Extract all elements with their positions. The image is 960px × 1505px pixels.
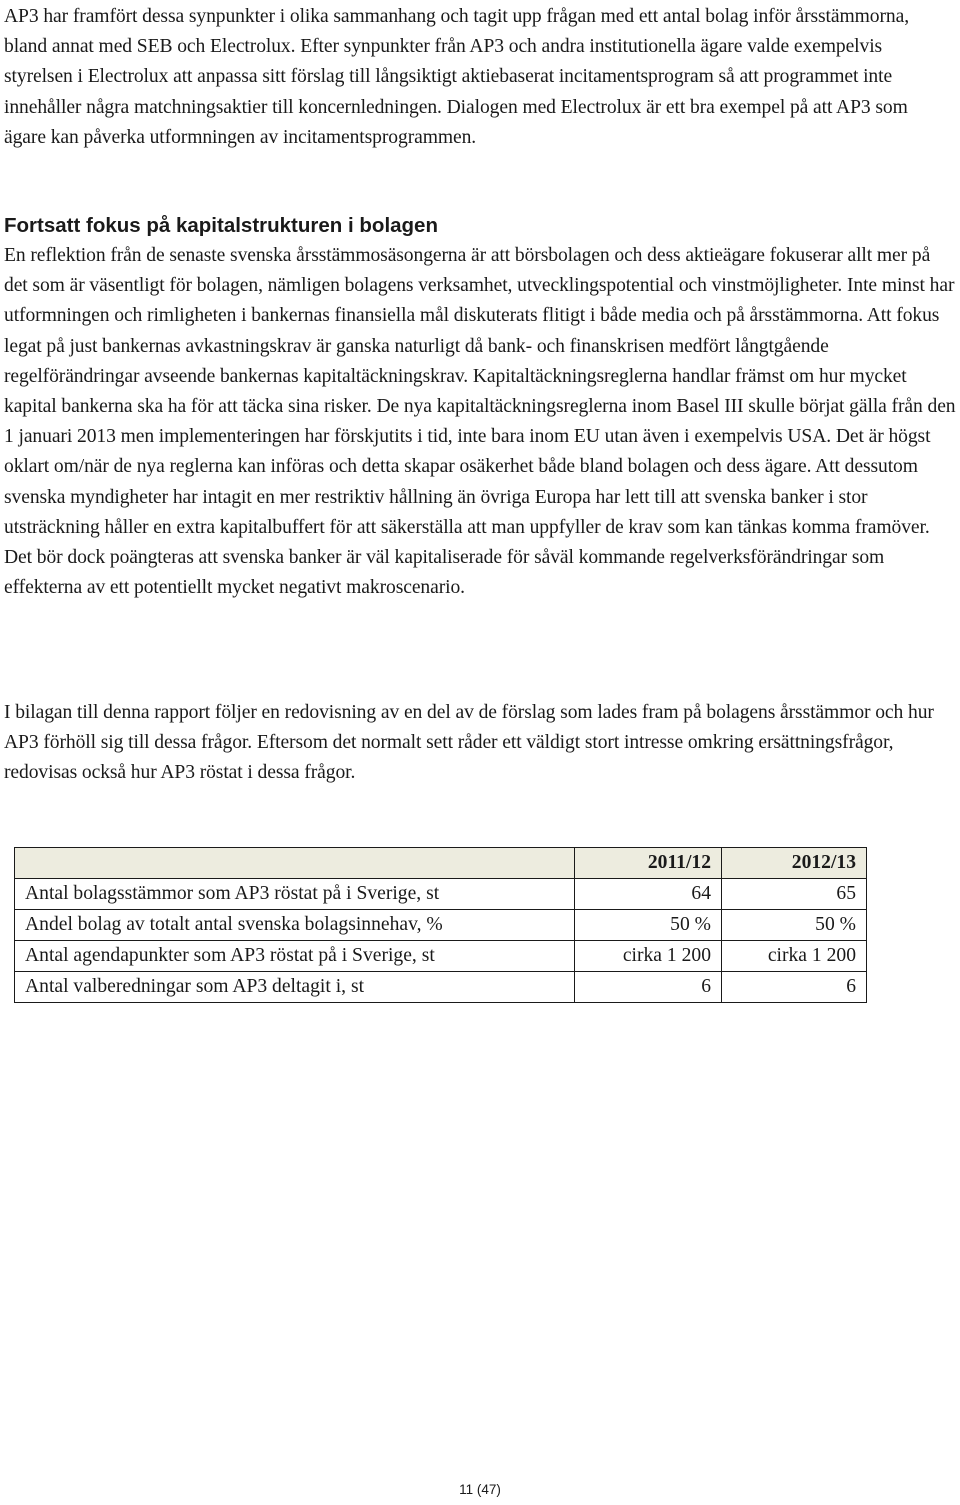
table-cell-label: Antal bolagsstämmor som AP3 röstat på i Sverige, st	[15, 879, 575, 910]
table-row	[15, 910, 867, 941]
intro-paragraph: AP3 har framfört dessa synpunkter i olika sammanhang och tagit upp frågan med ett antal bolag inför årsstämmorna, bland annat med SEB och Electrolux. Efter synpunkter från AP3 och andra institutionella ägare valde exempelvis styrelsen i Electrolux att anpassa sitt förslag till långsiktigt aktiebaserat incitamentsprogram så att programmet inte innehåller några matchningsaktier till koncernledningen. Dialogen med Electrolux är ett bra exempel på att AP3 som ägare kan påverka utformningen av incitamentsprogrammen.	[4, 6, 909, 148]
table-cell-value: 6	[722, 972, 867, 1003]
reflection-paragraph: En reflektion från de senaste svenska årsstämmosäsongerna är att börsbolagen och dess aktieägare fokuserar allt mer på det som är väsentligt för bolagen, nämligen bolagens verksamhet, utvecklingspotential och vinstmöjligheter. Inte minst har utformningen och rimligheten i bankernas finansiella mål diskuterats flitigt i både media och på årsstämmorna. Att fokus legat på just bankernas avkastningskrav är ganska naturligt då bank- och finanskrisen medfört långtgående regelförändringar avseende bankernas kapitaltäckningskrav. Kapitaltäckningsreglerna handlar främst om hur mycket kapital bankerna ska ha för att täcka sina risker. De nya kapitaltäckningsreglerna inom Basel III skulle börjat gälla från den 1 januari 2013 men implementeringen har förskjutits i tid, inte bara inom EU utan även i exempelvis USA. Det är högst oklart om/när de nya reglerna kan införas och detta skapar osäkerhet både bland bolagen och dess ägare. Att dessutom svenska myndigheter har intagit en mer restriktiv hållning än övriga Europa har lett till att svenska banker i stor utsträckning håller en extra kapitalbuffert för att säkerställa att man uppfyller de krav som kan tänkas komma framöver. Det bör dock poängteras att svenska banker är väl kapitaliserade för såväl kommande regelverksförändringar som effekterna av ett potentiellt mycket negativt makroscenario.	[4, 245, 956, 599]
appendix-paragraph: I bilagan till denna rapport följer en redovisning av en del av de förslag som lades fram på bolagens årsstämmor och hur AP3 förhöll sig till dessa frågor. Eftersom det normalt sett råder ett väldigt stort intresse omkring ersättningsfrågor, redovisas också hur AP3 röstat i dessa frågor.	[4, 702, 934, 784]
page-number: 11 (47)	[459, 1482, 501, 1497]
table-cell-value: 50 %	[722, 910, 867, 941]
table-header-cell: 2012/13	[722, 848, 867, 879]
table-row	[15, 879, 867, 910]
table-row	[15, 941, 867, 972]
table-cell-label: Andel bolag av totalt antal svenska bolagsinnehav, %	[15, 910, 575, 941]
table-header-row	[15, 848, 867, 879]
table-cell-value: 64	[575, 879, 722, 910]
table-cell-label: Antal agendapunkter som AP3 röstat på i Sverige, st	[15, 941, 575, 972]
table-cell-value: 65	[722, 879, 867, 910]
table-header-cell: 2011/12	[575, 848, 722, 879]
table-cell-value: cirka 1 200	[722, 941, 867, 972]
table-cell-value: cirka 1 200	[575, 941, 722, 972]
section-heading: Fortsatt fokus på kapitalstrukturen i bolagen	[4, 214, 438, 237]
table-cell-value: 50 %	[575, 910, 722, 941]
table-cell-value: 6	[575, 972, 722, 1003]
voting-statistics-table	[14, 847, 867, 1003]
table-header-cell	[15, 848, 575, 879]
table-row	[15, 972, 867, 1003]
table-cell-label: Antal valberedningar som AP3 deltagit i, st	[15, 972, 575, 1003]
